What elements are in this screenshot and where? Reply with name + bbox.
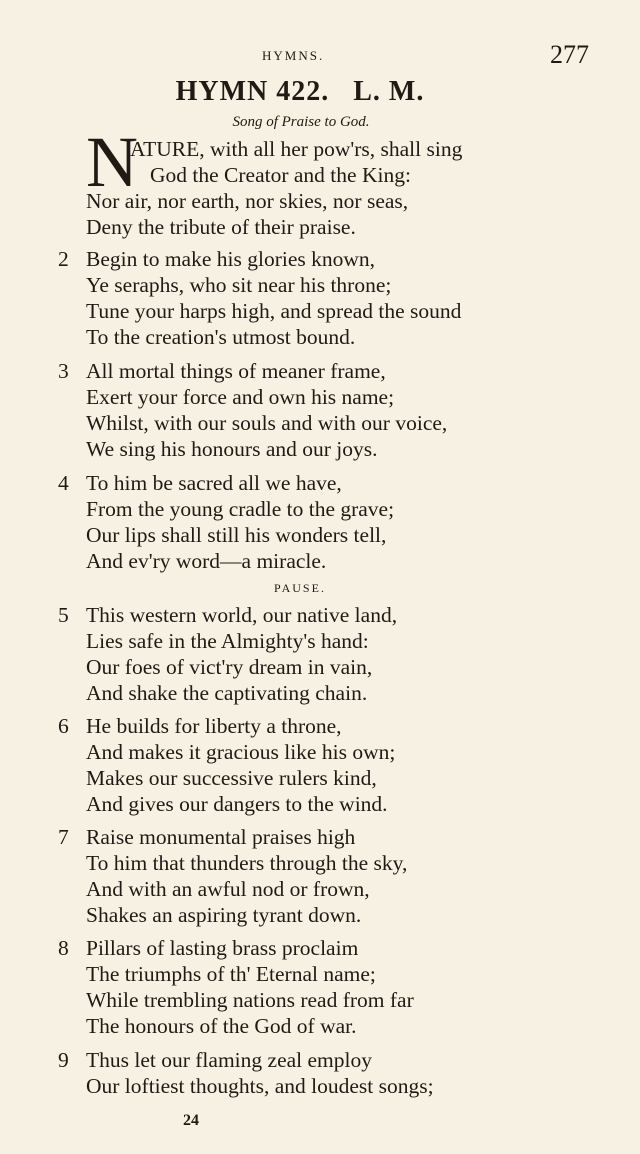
stanza-6-line-4: And gives our dangers to the wind. [86,792,388,816]
running-title: HYMNS. [262,48,325,63]
stanza-3-line-2: Exert your force and own his name; [86,385,395,409]
stanza-1-line-1: ATURE, with all her pow'rs, shall sing [130,137,463,161]
stanza-3-line-4: We sing his honours and our joys. [86,437,378,461]
running-head [0,40,640,74]
stanza-7-number: 7 [58,825,69,849]
signature-mark: 24 [183,1112,199,1129]
stanza-1-line-2: God the Creator and the King: [150,163,411,187]
stanza-8-number: 8 [58,936,69,960]
stanza-9-line-1: Thus let our flaming zeal employ [86,1048,372,1072]
stanza-8-line-1: Pillars of lasting brass proclaim [86,936,359,960]
stanza-7-line-3: And with an awful nod or frown, [86,877,370,901]
stanza-8-line-3: While trembling nations read from far [86,988,414,1012]
stanza-9-line-2: Our loftiest thoughts, and loudest songs; [86,1074,434,1098]
stanza-5-line-4: And shake the captivating chain. [86,681,368,705]
stanza-2-line-2: Ye seraphs, who sit near his throne; [86,273,392,297]
stanza-9-number: 9 [58,1048,69,1072]
hymn-subtitle: Song of Praise to God. [232,114,370,130]
stanza-6-line-3: Makes our successive rulers kind, [86,766,377,790]
page-number: 277 [550,40,589,69]
stanza-3-line-3: Whilst, with our souls and with our voice, [86,411,448,435]
stanza-5-line-3: Our foes of vict'ry dream in vain, [86,655,373,679]
stanza-6-line-1: He builds for liberty a throne, [86,714,342,738]
stanza-4-line-2: From the young cradle to the grave; [86,497,395,521]
stanza-7-line-1: Raise monumental praises high [86,825,356,849]
stanza-5-line-2: Lies safe in the Almighty's hand: [86,629,369,653]
stanza-7-line-2: To him that thunders through the sky, [86,851,408,875]
stanza-3-line-1: All mortal things of meaner frame, [86,359,386,383]
hymn-title: HYMN 422. L. M. [175,76,425,107]
stanza-5-line-1: This western world, our native land, [86,603,398,627]
stanza-4-line-4: And ev'ry word—a miracle. [86,549,327,573]
stanza-8-line-4: The honours of the God of war. [86,1014,357,1038]
stanza-2-number: 2 [58,247,69,271]
stanza-4-line-1: To him be sacred all we have, [86,471,342,495]
stanza-2-line-1: Begin to make his glories known, [86,247,376,271]
stanza-1-line-4: Deny the tribute of their praise. [86,215,356,239]
stanza-8-line-2: The triumphs of th' Eternal name; [86,962,376,986]
stanza-5-number: 5 [58,603,69,627]
stanza-2-line-3: Tune your harps high, and spread the sound [86,299,462,323]
stanza-6-number: 6 [58,714,69,738]
stanza-3-number: 3 [58,359,69,383]
stanza-7-line-4: Shakes an aspiring tyrant down. [86,903,362,927]
stanza-2-line-4: To the creation's utmost bound. [86,325,356,349]
stanza-4-number: 4 [58,471,69,495]
pause-marker: PAUSE. [274,581,326,595]
stanza-6-line-2: And makes it gracious like his own; [86,740,396,764]
stanza-1-line-3: Nor air, nor earth, nor skies, nor seas, [86,189,409,213]
drop-cap: N [86,122,138,202]
stanza-4-line-3: Our lips shall still his wonders tell, [86,523,387,547]
